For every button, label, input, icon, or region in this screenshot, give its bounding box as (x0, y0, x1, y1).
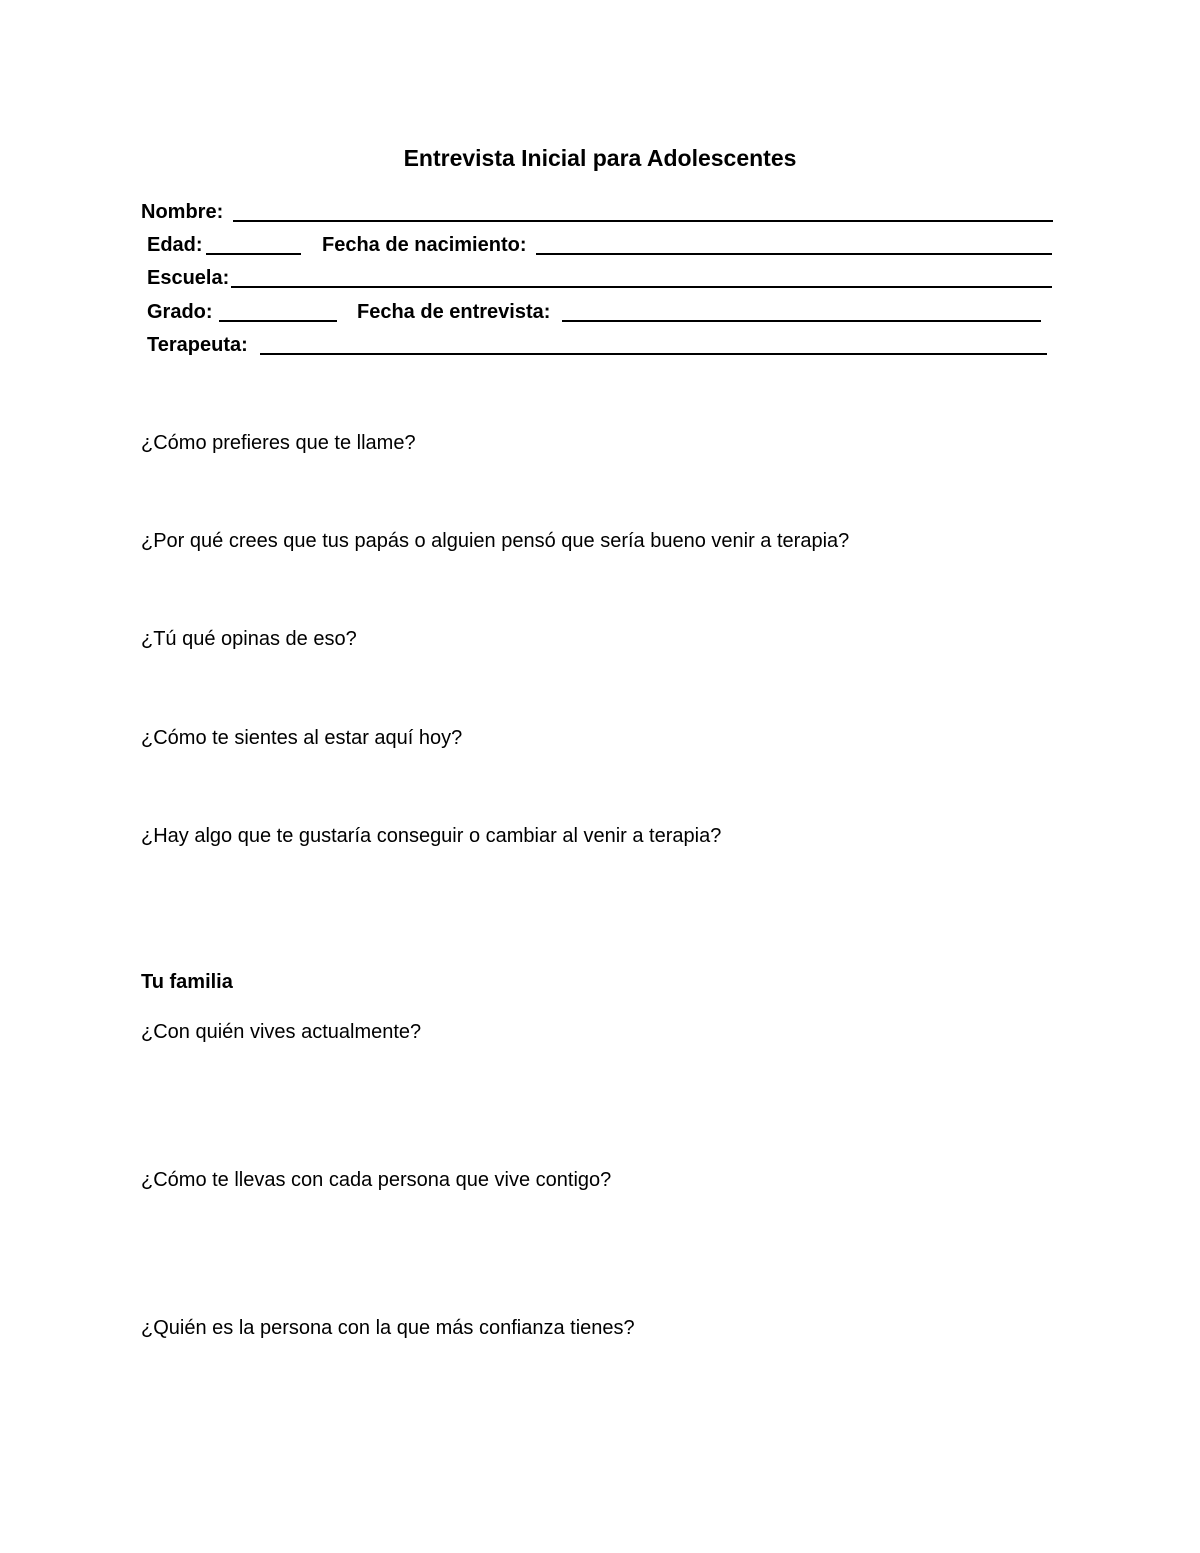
label-nombre: Nombre: (141, 201, 224, 223)
label-fecha-nacimiento: Fecha de nacimiento: (322, 234, 527, 256)
field-row-nombre (141, 198, 1054, 226)
blank-line-nombre[interactable] (233, 220, 1053, 222)
question-item: ¿Cómo prefieres que te llame? (141, 432, 416, 454)
blank-line-edad[interactable] (206, 253, 301, 255)
label-edad: Edad: (147, 234, 203, 256)
question-item: ¿Hay algo que te gustaría conseguir o cambiar al venir a terapia? (141, 825, 722, 847)
label-escuela: Escuela: (147, 267, 230, 289)
field-row-escuela (147, 264, 1054, 292)
family-question-item: ¿Quién es la persona con la que más confianza tienes? (141, 1317, 635, 1339)
question-item: ¿Cómo te sientes al estar aquí hoy? (141, 727, 463, 749)
document-title: Entrevista Inicial para Adolescentes (403, 145, 797, 171)
blank-line-fecha-nacimiento[interactable] (536, 253, 1052, 255)
blank-line-fecha-entrevista[interactable] (562, 320, 1041, 322)
blank-line-grado[interactable] (219, 320, 337, 322)
family-question-item: ¿Con quién vives actualmente? (141, 1021, 422, 1043)
label-terapeuta: Terapeuta: (147, 334, 248, 356)
label-fecha-entrevista: Fecha de entrevista: (357, 301, 551, 323)
family-question-item: ¿Cómo te llevas con cada persona que vive contigo? (141, 1169, 612, 1191)
field-row-grado (147, 298, 1044, 326)
question-item: ¿Tú qué opinas de eso? (141, 628, 357, 650)
blank-line-escuela[interactable] (231, 286, 1052, 288)
field-row-edad (147, 231, 1054, 259)
blank-line-terapeuta[interactable] (260, 353, 1047, 355)
question-item: ¿Por qué crees que tus papás o alguien pensó que sería bueno venir a terapia? (141, 530, 850, 552)
label-grado: Grado: (147, 301, 213, 323)
field-row-terapeuta (147, 331, 1049, 359)
section-heading-familia: Tu familia (141, 971, 233, 993)
